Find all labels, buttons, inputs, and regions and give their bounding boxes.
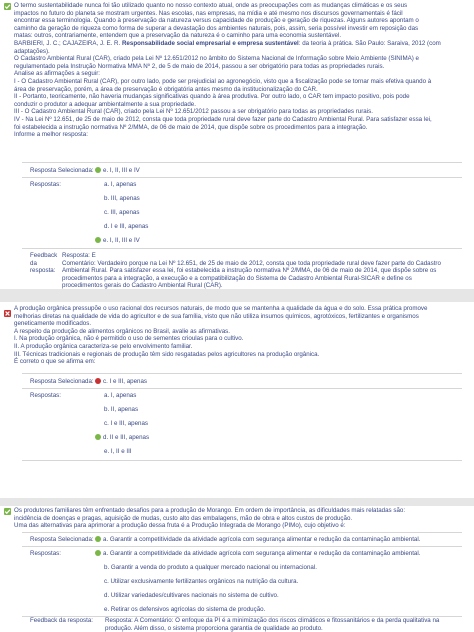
stem-line: conduzir o produtor a adequar ambientalmente a sua propriedade.	[14, 100, 196, 108]
divider	[22, 248, 462, 249]
divider	[22, 546, 462, 547]
answer-option-text: d. II e III, apenas	[103, 434, 150, 441]
selected-answer-label: Resposta Selecionada:	[30, 167, 94, 174]
answer-option-correct	[95, 550, 420, 558]
question-1	[0, 0, 474, 289]
stem-line: I. Na produção orgânica, não é permitido o uso de sementes crioulas para o cultivo.	[14, 335, 244, 343]
stem-line: O termo sustentabilidade nunca foi tão utilizado quanto no nosso contexto atual, onde as preocupações com as mudanças climáticas e os seus	[14, 2, 408, 9]
feedback-label-line: Feedback	[30, 617, 58, 624]
feedback-line: Comentário: Verdadeiro porque na Lei Nº 12.651, de 25 de maio de 2012, consta que toda propriedade rural deve fazer parte do Cadastro	[62, 259, 441, 267]
check-icon	[95, 167, 101, 173]
stem-line: Uma das alternativas para aprimorar a produção dessa fruta é a Produção Integrada de Morango (PIMo), cujo objetivo é:	[14, 522, 346, 530]
citation-authors: BARBIERI, J. C.; CAJAZEIRA, J. E. R.	[14, 39, 122, 47]
answer-option: c. I e III, apenas	[104, 420, 149, 427]
answers-label: Respostas:	[30, 550, 61, 557]
stem-line: III - O Cadastro Ambiental Rural (CAR), criado pela Lei Nº 12.651/2012 passou a ser obrigatório para todas as propriedades rurais.	[14, 108, 373, 116]
answer-option: e. I, II e III	[104, 448, 132, 455]
feedback-text	[105, 617, 462, 632]
feedback-label-line: da	[30, 259, 37, 267]
selected-answer	[95, 378, 147, 386]
feedback-answer: Resposta: E	[62, 252, 96, 259]
feedback-label-line: resposta:	[30, 267, 56, 275]
feedback-answer: Resposta: A	[105, 617, 139, 624]
answer-option: a. I, apenas	[104, 392, 137, 399]
check-icon	[95, 550, 101, 556]
divider	[22, 460, 462, 461]
question-2	[0, 302, 474, 502]
answer-option: c. III, apenas	[104, 209, 140, 216]
selected-answer-label: Resposta Selecionada:	[30, 536, 94, 543]
check-icon	[95, 434, 101, 440]
answer-option: e. Retirar os defensivos agrícolas do sistema de produção.	[104, 606, 266, 613]
stem-line: II. A produção orgânica caracteriza-se pelo envolvimento familiar.	[14, 342, 193, 350]
cross-icon	[4, 310, 11, 317]
answer-option: c. Utilizar exclusivamente fertilizantes orgânicos na nutrição da cultura.	[104, 578, 299, 585]
answer-option-text: a. Garantir a competitividade da atividade agrícola com segurança alimentar e redução da contaminação ambiental.	[103, 550, 421, 557]
divider	[22, 162, 462, 163]
stem-line: impactos no futuro do planeta se mostram urgentes. Nas escolas, nas empresas, na mídia e até mesmo nos discursos governamentais é fácil	[14, 9, 403, 17]
feedback-line: Ambiental Rural. Para satisfazer essa lei, foi estabelecida a instrução normativa Nº 2/MMA, de 06 de maio de 2014, que dispõe sobre os	[62, 267, 437, 275]
stem-line: foi estabelecida a instrução normativa Nº 2/MMA, de 06 de maio de 2014, que dispõe sobre os procedimentos para a integração.	[14, 123, 368, 131]
answer-option: d. Utilizar variedades/cultivares nacionais no sistema de cultivo.	[104, 592, 279, 599]
selected-answer-text: e. I, II, III e IV	[103, 167, 140, 174]
feedback-label-line: resposta:	[67, 617, 93, 624]
answer-option-correct	[95, 237, 140, 245]
answer-option: b. III, apenas	[104, 195, 140, 202]
answer-option-text: e. I, II, III e IV	[103, 237, 140, 244]
stem-line: IV - Na Lei Nº 12.651, de 25 de maio de 2012, consta que toda propriedade rural deve fazer parte do Cadastro Ambiental Rural. Para satisfazer essa lei,	[14, 115, 432, 123]
divider	[22, 532, 462, 533]
feedback-label-line: da	[58, 617, 66, 624]
question-3-stem	[14, 507, 470, 530]
stem-line: A produção orgânica pressupõe o uso racional dos recursos naturais, de modo que se mantenha a qualidade da água e do solo. Essa prática promove	[14, 305, 428, 312]
answers-label: Respostas:	[30, 392, 61, 399]
check-icon	[95, 536, 101, 542]
feedback-label	[30, 252, 57, 275]
stem-line: encontrar essa terminologia. Quando à preservação da natureza versus capacidade de produção e geração de riquezas. Alguns autores apontam o	[14, 17, 419, 25]
question-1-stem	[14, 2, 470, 139]
check-icon	[4, 508, 11, 515]
stem-line: I - O Cadastro Ambiental Rural (CAR), por outro lado, pode ser prejudicial ao agronegócio, visto que a fiscalização pode se tornar mais efetiva quando à	[14, 77, 432, 85]
citation-title: Responsabilidade social empresarial e empresa sustentável	[121, 39, 299, 47]
feedback-line: o sistema proporciona garantia de qualidade ao produto.	[167, 624, 323, 632]
feedback-line: procedimentos para a integração, a execução e a compatibilização do Sistema de Cadastro Ambiental Rural-SICAR e define os	[62, 274, 412, 282]
question-2-stem	[14, 305, 470, 366]
cross-icon	[95, 378, 101, 384]
check-icon	[4, 3, 11, 10]
feedback-line: procedimentos gerais do Cadastro Ambiental Rural (CAR).	[62, 282, 223, 290]
stem-line: O Cadastro Ambiental Rural (CAR), criado pela Lei Nº 12.651/2012 no âmbito do Sistema Nacional de Informação sobre Meio Ambiente (SINIMA) e	[14, 55, 419, 63]
stem-line: Informe a melhor resposta:	[14, 131, 88, 139]
divider	[22, 373, 462, 374]
selected-answer-label: Resposta Selecionada:	[30, 378, 94, 385]
divider	[22, 388, 462, 389]
answer-option-correct	[95, 434, 149, 442]
stem-line: incidência de doenças e pragas, aquisição de mudas, custo alto das embalagens, mão de obra e altos custos de produção.	[14, 514, 353, 522]
stem-line: Analise as afirmações a seguir:	[14, 70, 100, 78]
feedback-text	[62, 252, 462, 290]
selected-answer-text: c. I e III, apenas	[103, 378, 148, 385]
stem-line: regulamentado pela Instrução Normativa MMA Nº 2, de 5 de maio de 2014, passou a ser obrigatório para todas as propriedades rurais.	[14, 62, 385, 70]
question-separator	[0, 498, 474, 506]
selected-answer	[95, 167, 140, 175]
stem-line: matas: outros, contrariamente, entendem que a preservação da natureza é o caminho para uma economia sustentável.	[14, 32, 342, 40]
answers-label: Respostas:	[30, 181, 61, 188]
answer-option: a. I, apenas	[104, 181, 137, 188]
divider	[22, 177, 462, 178]
stem-line: área de preservação, porém, a área de preservação é obrigatória antes mesmo da institucionalização do CAR.	[14, 85, 318, 93]
stem-line: caminho da geração de riqueza como forma de superar a devastação dos ambientes naturais, pois, assim, seria possível investir em reposição das	[14, 24, 419, 32]
question-3	[0, 506, 474, 632]
stem-line: Os produtores familiares têm enfrentado desafios para a produção de Morango. Em ordem de importância, as dificuldades mais relatadas são:	[14, 507, 406, 514]
stem-line: geneticamente modificados.	[14, 320, 92, 328]
question-separator	[0, 289, 474, 302]
citation-source: : da teoria à prática. São Paulo: Saraiva, 2012 (com	[298, 39, 441, 47]
stem-line: A respeito da produção de alimentos orgânicos no Brasil, avalie as afirmativas.	[14, 327, 230, 335]
answer-option: b. II, apenas	[104, 406, 139, 413]
stem-line: melhorias diretas na qualidade de vida do agricultor e de sua família, visto que não utiliza insumos químicos, agrotóxicos, fertilizantes e organismos	[14, 312, 419, 320]
answer-option: d. I e III, apenas	[104, 223, 149, 230]
selected-answer	[95, 536, 420, 544]
citation	[14, 40, 470, 48]
answer-option: b. Garantir a venda do produto a qualquer mercado nacional ou internacional.	[104, 564, 317, 571]
feedback-label	[30, 617, 93, 625]
check-icon	[95, 237, 101, 243]
stem-line: II - Portanto, teoricamente, não haveria mudanças significativas quando à área produtiva. Por outro lado, o CAR tem impacto positivo, pois pode	[14, 93, 410, 101]
stem-line: É correto o que se afirma em:	[14, 358, 96, 366]
feedback-line: Comentário: O enfoque da PI é a minimização dos riscos climáticos e fitossanitários e da perda qualitativa na produção. Além disso,	[105, 617, 440, 632]
selected-answer-text: a. Garantir a competitividade da atividade agrícola com segurança alimentar e redução da contaminação ambiental.	[103, 536, 421, 543]
stem-line: adaptações).	[14, 47, 50, 55]
stem-line: III. Técnicas tradicionais e regionais de produção têm sido resgatadas pelos agricultores na produção orgânica.	[14, 350, 320, 358]
feedback-label-line: Feedback	[30, 252, 58, 259]
